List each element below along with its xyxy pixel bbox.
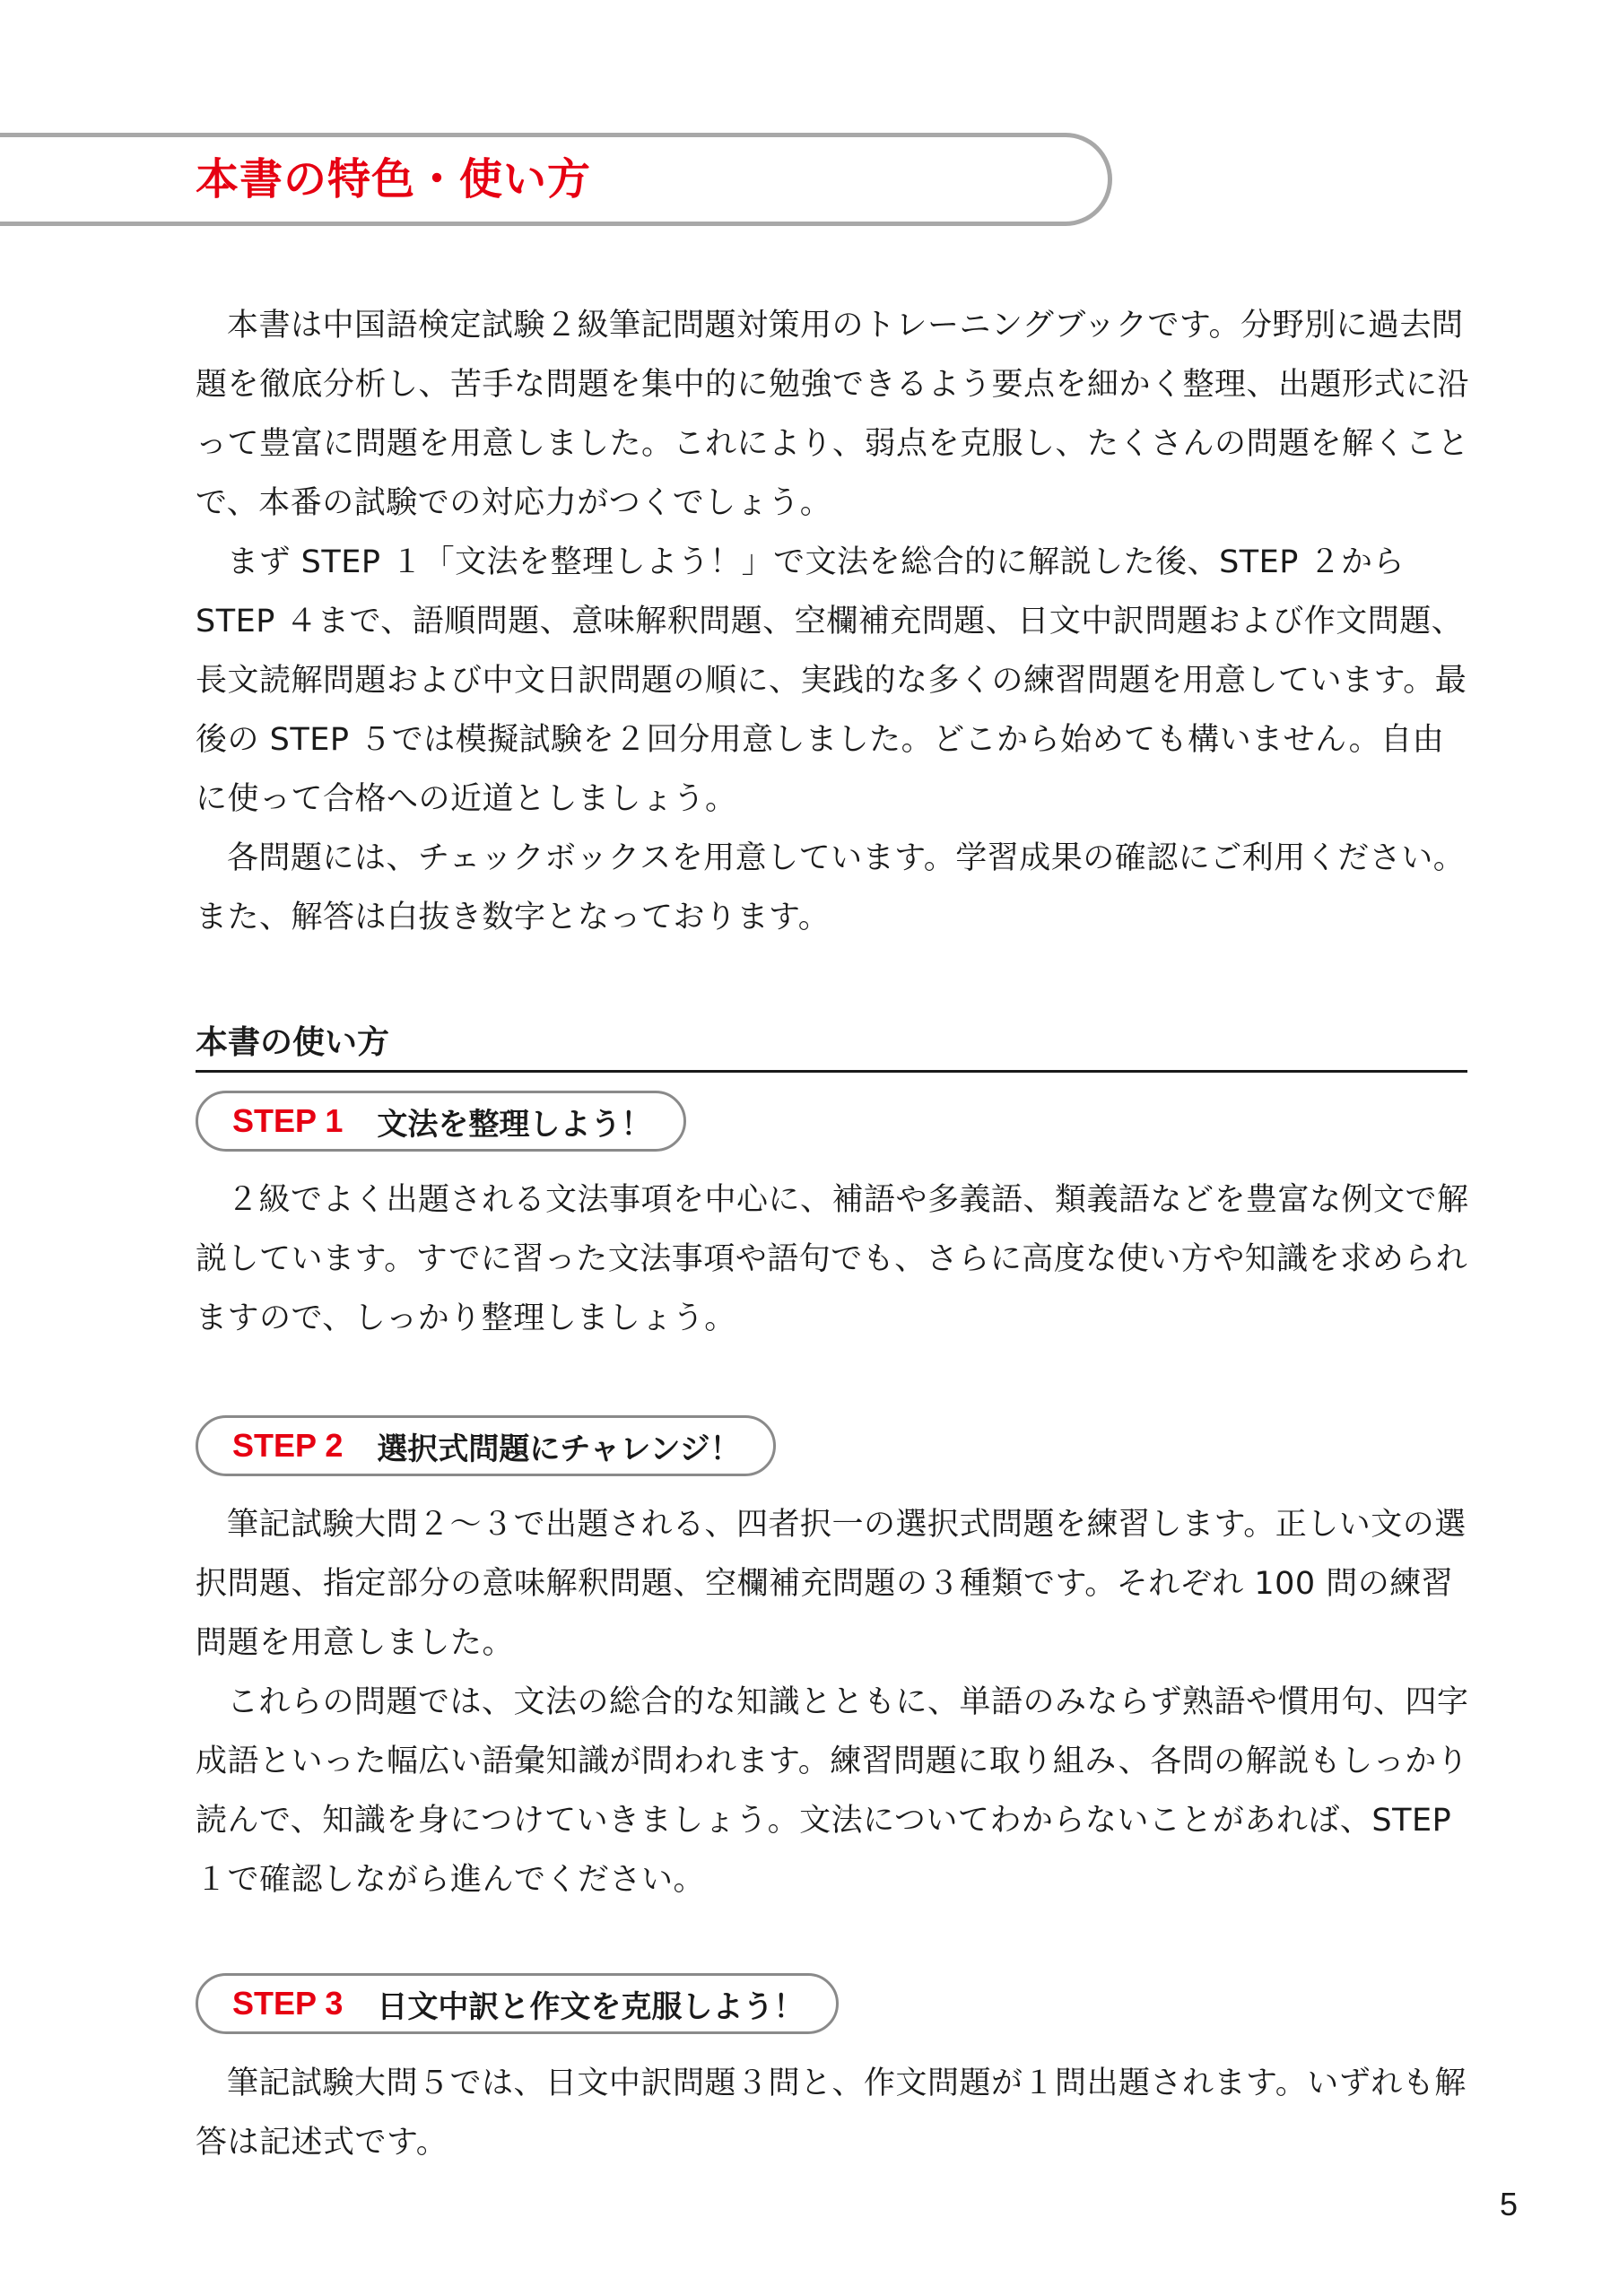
- step-1-pill: [196, 1091, 686, 1152]
- intro-paragraph: 本書は中国語検定試験２級筆記問題対策用のトレーニングブックです。分野別に過去問題を徹底分析し、苦手な問題を集中的に勉強できるよう要点を細かく整理、出題形式に沿って豊富に問題を用意しました。これにより、弱点を克服し、たくさんの問題を解くことで、本番の試験での対応力がつくでしょう。: [196, 308, 1470, 521]
- step-paragraph: これらの問題では、文法の総合的な知識とともに、単語のみならず熟語や慣用句、四字成語といった幅広い語彙知識が問われます。練習問題に取り組み、各問の解説もしっかり読んで、知識を身につけていきましょう。文法についてわからないことがあれば、STEP １で確認しながら進んでください。: [196, 1684, 1469, 1898]
- step-label: STEP 3: [232, 1985, 344, 2022]
- step-1-body: [196, 1170, 1469, 1348]
- page-number: 5: [1500, 2186, 1519, 2222]
- step-title: 日文中訳と作文を克服しよう！: [377, 1988, 805, 2025]
- intro-paragraph: まず STEP １「文法を整理しよう！」で文法を総合的に解説した後、STEP ２から STEP ４まで、語順問題、意味解釈問題、空欄補充問題、日文中訳問題および作文問題、長文読解問題および中文日訳問題の順に、実践的な多くの練習問題を用意しています。最後の STEP ５では模擬試験を２回分用意しました。どこから始めても構いません。自由に使って合格への近道としましょう。: [196, 544, 1467, 817]
- step-title: 文法を整理しよう！: [377, 1106, 652, 1143]
- step-paragraph: 筆記試験大問５では、日文中訳問題３問と、作文問題が１問出題されます。いずれも解答は記述式です。: [196, 2066, 1467, 2161]
- step-label: STEP 2: [232, 1427, 344, 1464]
- step-2-pill: [196, 1415, 776, 1476]
- step-title: 選択式問題にチャレンジ！: [377, 1431, 741, 1467]
- section-divider: [196, 1070, 1467, 1073]
- intro-section: [196, 296, 1469, 947]
- section-heading: 本書の使い方: [196, 1024, 390, 1061]
- step-label: STEP 1: [232, 1102, 344, 1139]
- step-3-body: [196, 2054, 1469, 2172]
- page-title: 本書の特色・使い方: [196, 154, 592, 204]
- step-paragraph: ２級でよく出題される文法事項を中心に、補語や多義語、類義語などを豊富な例文で解説しています。すでに習った文法事項や語句でも、さらに高度な使い方や知識を求められますので、しっかり整理しましょう。: [196, 1182, 1469, 1336]
- step-3-pill: [196, 1973, 839, 2034]
- step-paragraph: 筆記試験大問２～３で出題される、四者択一の選択式問題を練習します。正しい文の選択問題、指定部分の意味解釈問題、空欄補充問題の３種類です。それぞれ 100 問の練習問題を用意しました。: [196, 1507, 1467, 1661]
- intro-paragraph: 各問題には、チェックボックスを用意しています。学習成果の確認にご利用ください。また、解答は白抜き数字となっております。: [196, 840, 1466, 935]
- step-2-body: [196, 1495, 1469, 1909]
